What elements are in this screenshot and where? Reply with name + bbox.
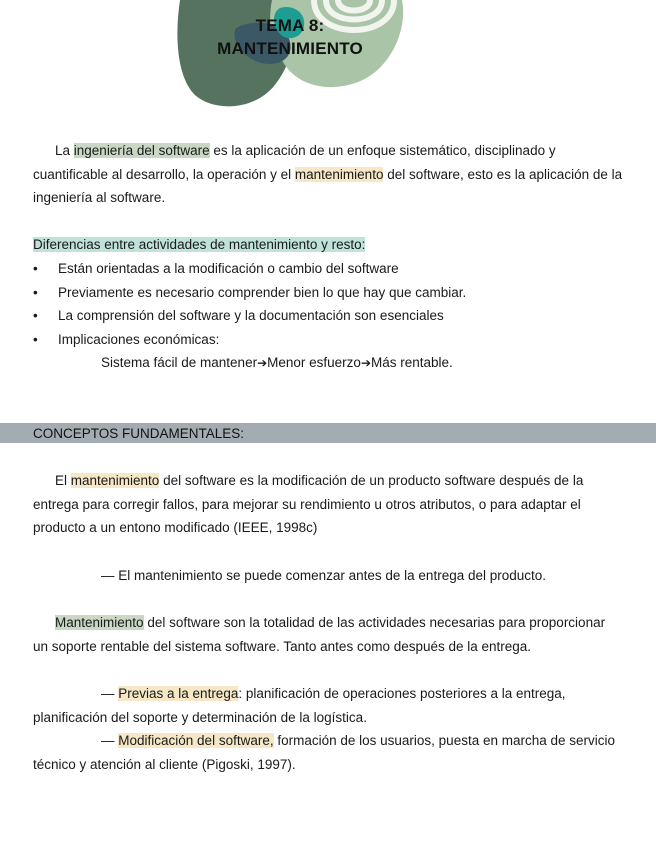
page-title <box>190 14 390 60</box>
note-before-delivery: — El mantenimiento se puede comenzar antes de la entrega del producto. <box>101 568 547 583</box>
list-item <box>33 257 466 281</box>
less-effort-text: Menor esfuerzo <box>267 355 361 370</box>
more-profitable-text: Más rentable. <box>371 355 453 370</box>
list-item <box>33 328 466 352</box>
section-band <box>0 423 656 443</box>
definition-total-activities-paragraph <box>33 611 623 658</box>
def2-text: del software son la totalidad de las actividades necesarias para proporcionar un soporte rentable del sistema software. Tanto antes como después de la entrega. <box>33 615 606 654</box>
arrow-right-icon: ➔ <box>257 356 268 370</box>
economic-implication-line <box>101 351 453 376</box>
list-item <box>33 304 466 328</box>
list-item <box>33 281 466 305</box>
intro-highlight-maintenance: mantenimiento <box>294 166 384 182</box>
def1-highlight-maintenance: mantenimiento <box>70 473 160 488</box>
list-item-text: Están orientadas a la modificación o cambio del software <box>58 261 399 276</box>
arrow-right-icon: ➔ <box>360 356 371 370</box>
def2-highlight-maintenance: Mantenimiento <box>55 615 144 630</box>
easy-maintenance-text: Sistema fácil de mantener <box>101 355 258 370</box>
differences-list <box>33 257 466 351</box>
intro-highlight-software-engineering: ingeniería del software <box>73 143 210 158</box>
bullet-icon: • <box>33 308 38 323</box>
list-item-text: Implicaciones económicas: <box>58 331 220 347</box>
previas-paragraph <box>33 682 623 729</box>
bullet-icon: • <box>33 331 38 347</box>
bullet-icon: • <box>33 284 38 300</box>
previas-text: : planificación de operaciones posteriores a la entrega, planificación del soporte y determinación de la logística. <box>33 686 566 725</box>
title-line-1: TEMA 8: <box>255 16 325 35</box>
list-item-text: Previamente es necesario comprender bien lo que hay que cambiar. <box>58 284 467 300</box>
title-line-2: MANTENIMIENTO <box>217 39 363 58</box>
differences-heading <box>33 234 365 256</box>
intro-text-1: La <box>55 143 74 158</box>
modification-paragraph <box>33 729 623 776</box>
bullet-icon: • <box>33 261 38 276</box>
modification-text: formación de los usuarios, puesta en marcha de servicio técnico y atención al cliente (Pigoski, 1997). <box>33 733 616 772</box>
differences-heading-text: Diferencias entre actividades de mantenimiento y resto: <box>33 237 366 252</box>
definition-ieee-paragraph <box>33 469 623 540</box>
list-item-text: La comprensión del software y la documentación son esenciales <box>58 308 444 323</box>
intro-text-3: del software, esto es la aplicación de la ingeniería al software. <box>33 166 623 205</box>
modification-highlight: Modificación del software, <box>118 733 274 748</box>
section-heading: CONCEPTOS FUNDAMENTALES: <box>33 426 245 441</box>
def1-text-2: del software es la modificación de un producto software después de la entrega para corregir fallos, para mejorar su rendimiento u otros atributos, o para adaptar el producto a un entono modificado (IEEE, 1998c) <box>33 473 584 535</box>
dash-icon: — <box>101 733 119 748</box>
previas-highlight: Previas a la entrega <box>118 686 239 701</box>
dash-icon: — <box>101 686 119 701</box>
intro-text-2: es la aplicación de un enfoque sistemático, disciplinado y cuantificable al desarrollo, la operación y el <box>33 143 556 182</box>
def1-text-1: El <box>55 473 71 488</box>
intro-paragraph <box>33 139 623 210</box>
